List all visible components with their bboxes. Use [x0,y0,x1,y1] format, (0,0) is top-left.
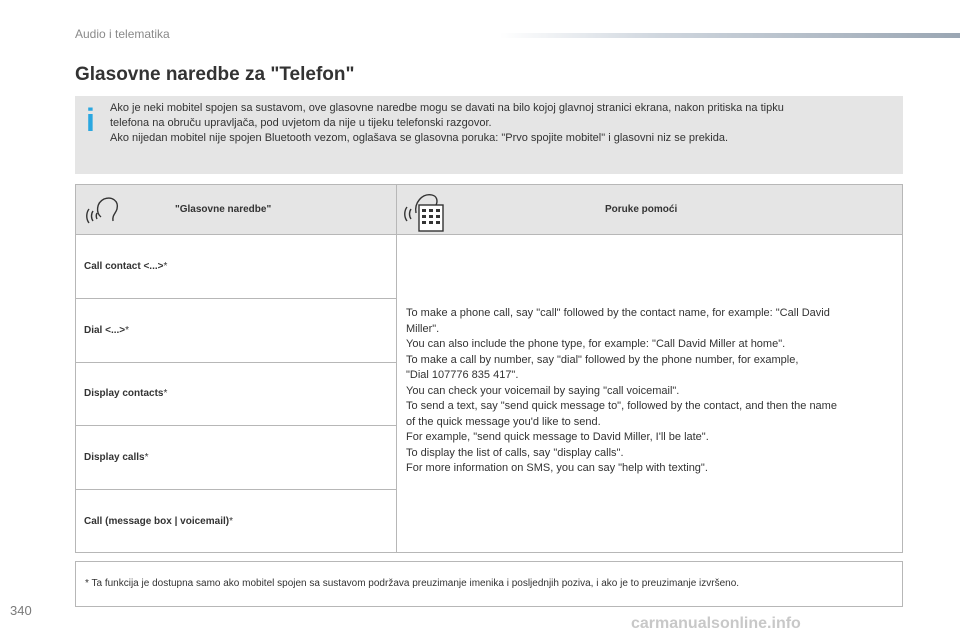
command-label: Dial <...>* [84,325,130,336]
info-line: telefona na obruču upravljača, pod uvjetom da nije u tijeku telefonski razgovor. [110,117,492,129]
phone-keypad-icon [402,189,448,233]
help-line: To make a phone call, say "call" followed by the contact name, for example: "Call David [406,307,830,319]
page-title: Glasovne naredbe za "Telefon" [75,64,355,85]
command-label: Display calls* [84,452,149,463]
voice-command-icon [84,191,124,229]
footnote: * Ta funkcija je dostupna samo ako mobitel spojen sa sustavom podržava preuzimanje imenika i posljednjih poziva, i ako je to preuzimanje izvršeno. [85,578,740,589]
help-line: To make a call by number, say "dial" followed by the phone number, for example, [406,353,799,366]
command-label: Call (message box | voicemail)* [84,516,233,527]
help-line: of the quick message you'd like to send. [406,415,601,428]
commands-table [75,184,903,553]
col1-header: "Glasovne naredbe" [175,204,272,215]
help-line: To send a text, say "send quick message to", followed by the contact, and then the name [406,400,837,412]
info-text [110,101,890,146]
info-icon: i [86,102,95,138]
info-box [75,96,903,174]
command-label: Display contacts* [84,388,168,399]
page-number: 340 [10,603,32,618]
commands-column [76,235,397,552]
table-row [76,490,396,552]
help-line: You can check your voicemail by saying "call voicemail". [406,384,680,397]
help-line: For more information on SMS, you can say "help with texting". [406,462,708,474]
info-line: Ako nijedan mobitel nije spojen Bluetooth vezom, oglašava se glasovna poruka: "Prvo spojite mobitel" i glasovni niz se prekida. [110,132,729,144]
section-label: Audio i telematika [75,27,170,41]
table-header-row [76,185,902,235]
col2-header: Poruke pomoći [605,204,678,215]
table-header-commands [76,185,397,234]
table-row [76,426,396,490]
help-line: For example, "send quick message to David Miller, I'll be late". [406,431,709,443]
help-line: Miller". [406,322,440,335]
help-line: To display the list of calls, say "display calls". [406,446,624,459]
help-messages [406,306,892,477]
help-line: "Dial 107776 835 417". [406,369,519,381]
table-row [76,363,396,426]
table-row [76,235,396,299]
watermark: carmanualsonline.info [631,615,801,632]
header-rule [500,33,960,38]
info-line: Ako je neki mobitel spojen sa sustavom, ove glasovne naredbe mogu se davati na bilo kojoj glavnoj stranici ekrana, nakon pritiska na tipku [110,102,784,114]
table-row [76,299,396,363]
command-label: Call contact <...>* [84,261,168,272]
footnote-box [75,561,903,607]
help-line: You can also include the phone type, for example: "Call David Miller at home". [406,338,786,350]
